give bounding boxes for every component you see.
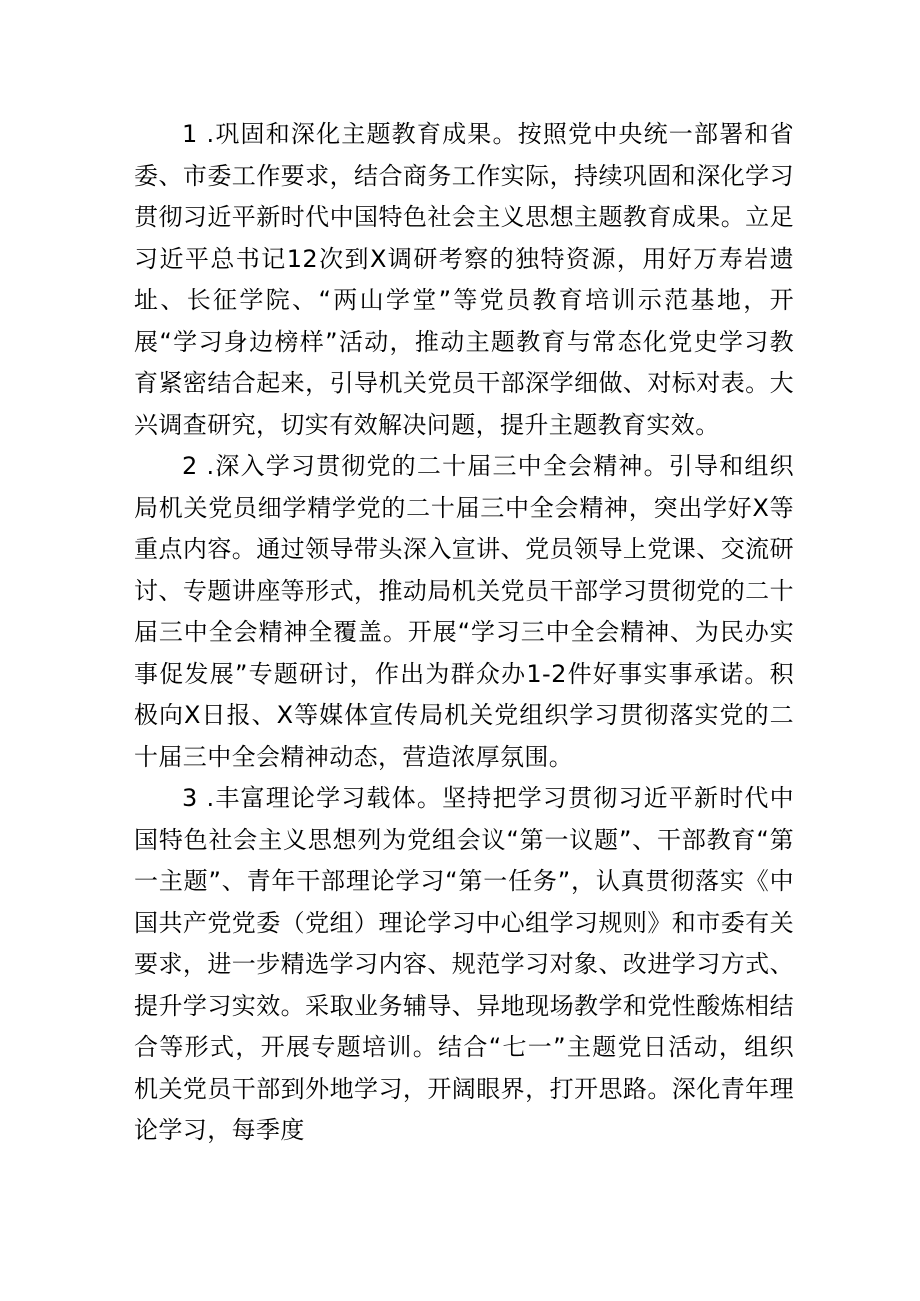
paragraph-2: 2 .深入学习贯彻党的二十届三中全会精神。引导和组织局机关党员细学精学党的二十届三中全会精神，突出学好X等重点内容。通过领导带头深入宣讲、党员领导上党课、交流研讨、专题讲座等形式，推动局机关党员干部学习贯彻党的二十届三中全会精神全覆盖。开展“学习三中全会精神、为民办实事促发展”专题研讨，作出为群众办1-2件好事实事承诺。积极向X日报、X等媒体宣传局机关党组织学习贯彻落实党的二十届三中全会精神动态，营造浓厚氛围。: [134, 452, 794, 771]
document-body: [134, 114, 794, 1152]
paragraph-3: 3 .丰富理论学习载体。坚持把学习贯彻习近平新时代中国特色社会主义思想列为党组会议“第一议题”、干部教育“第一主题”、青年干部理论学习“第一任务”，认真贯彻落实《中国共产党党委（党组）理论学习中心组学习规则》和市委有关要求，进一步精选学习内容、规范学习对象、改进学习方式、提升学习实效。采取业务辅导、异地现场教学和党性酸炼相结合等形式，开展专题培训。结合“七一”主题党日活动，组织机关党员干部到外地学习，开阔眼界，打开思路。深化青年理论学习，每季度: [134, 784, 794, 1144]
paragraph-1: 1 .巩固和深化主题教育成果。按照党中央统一部署和省委、市委工作要求，结合商务工作实际，持续巩固和深化学习贯彻习近平新时代中国特色社会主义思想主题教育成果。立足习近平总书记12次到X调研考察的独特资源，用好万寿岩遗址、长征学院、“两山学堂”等党员教育培训示范基地，开展“学习身边榜样”活动，推动主题教育与常态化党史学习教育紧密结合起来，引导机关党员干部深学细做、对标对表。大兴调查研究，切实有效解决问题，提升主题教育实效。: [134, 120, 794, 439]
